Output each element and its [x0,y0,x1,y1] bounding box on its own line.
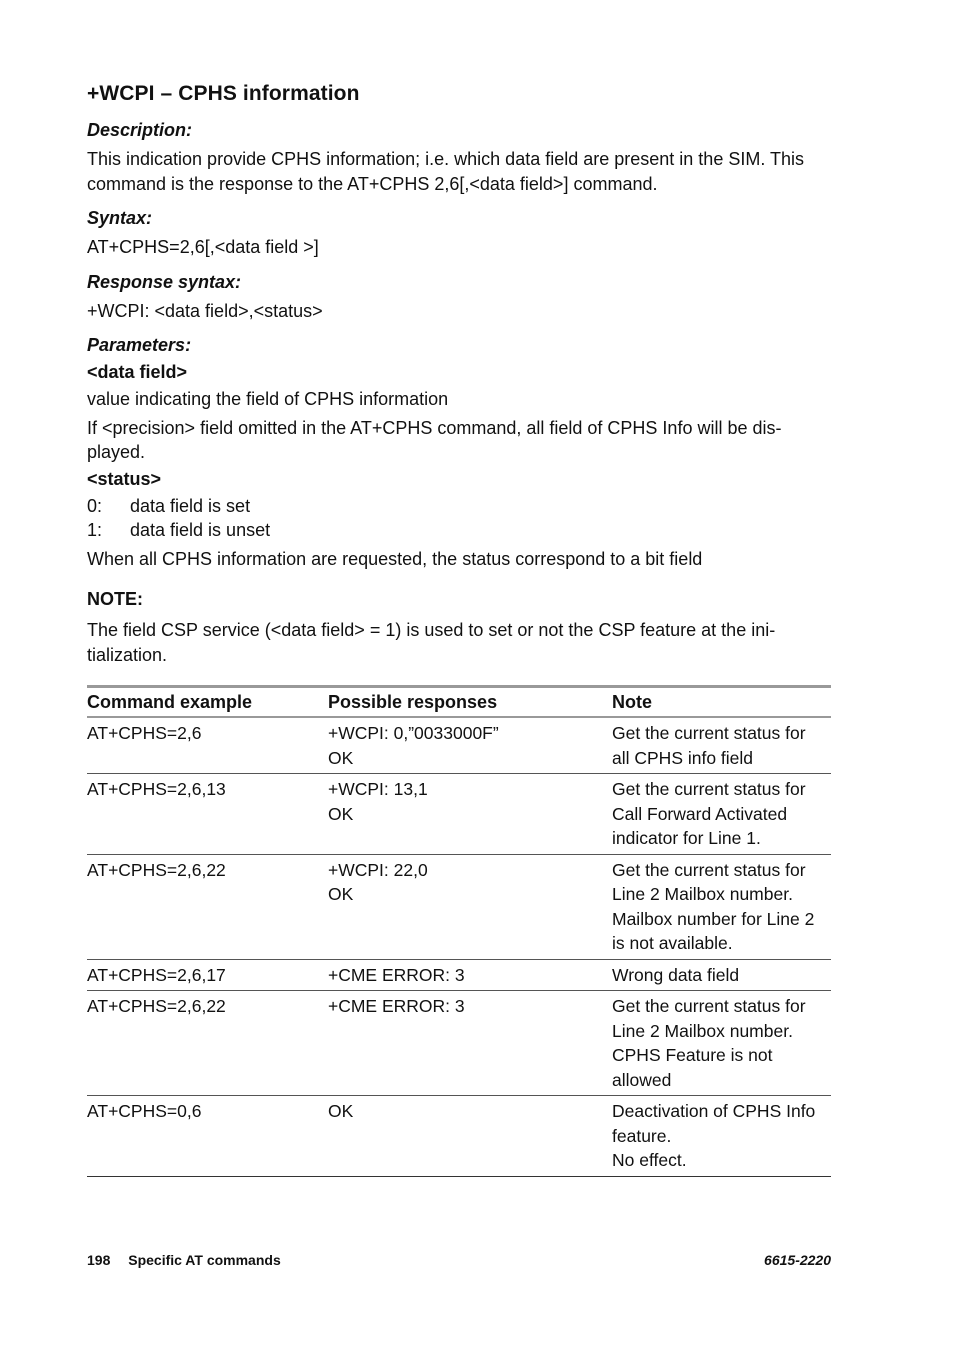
cell-note [612,1096,831,1177]
note-line: feature. [612,1125,672,1146]
note-line: Deactivation of CPHS Info [612,1101,816,1121]
response-line: +CME ERROR: 3 [328,964,465,985]
note-line: Line 2 Mailbox number. [612,1020,793,1041]
table-row [87,854,831,959]
syntax-text: AT+CPHS=2,6[,<data field >] [87,237,319,257]
note-line: allowed [612,1069,672,1090]
note-line: Get the current status for [612,996,806,1016]
status-value-text: data field is set [130,495,251,516]
syntax-heading: Syntax: [87,208,153,228]
status-value-row [87,518,831,543]
cell-response [328,959,612,991]
cell-response [328,774,612,855]
table-row [87,1096,831,1177]
footer-section: Specific AT commands [128,1252,281,1268]
param-status-extra: When all CPHS information are requested, the status correspond to a bit field [87,548,703,569]
param-data-field-name: <data field> [87,362,188,382]
page-title: +WCPI – CPHS information [87,82,360,105]
note-heading: NOTE: [87,589,143,609]
note-line: Get the current status for [612,779,806,799]
cell-response [328,717,612,774]
cell-response [328,1096,612,1177]
cell-response [328,991,612,1096]
note-text: The field CSP service (<data field> = 1) is used to set or not the CSP feature at the ini-tialization. [87,620,776,665]
table-header-row [87,687,831,718]
cell-command: AT+CPHS=2,6,22 [87,854,328,959]
cell-note [612,717,831,774]
response-line: +WCPI: 22,0 [328,859,428,880]
col-header-responses: Possible responses [328,687,612,718]
footer-left [87,1252,281,1268]
response-line: +CME ERROR: 3 [328,996,465,1016]
table-row [87,774,831,855]
status-value-row [87,494,831,519]
response-line: +WCPI: 13,1 [328,779,428,799]
page-content [87,82,831,1177]
note-line: CPHS Feature is not [612,1045,773,1065]
cell-note [612,774,831,855]
cell-response [328,854,612,959]
parameters-heading: Parameters: [87,335,192,355]
cell-command: AT+CPHS=2,6,13 [87,774,328,855]
note-line: Get the current status for [612,859,806,880]
table-row [87,991,831,1096]
status-value-code: 1: [87,520,103,540]
response-line: OK [328,884,354,904]
response-line: OK [328,747,354,768]
table-body [87,717,831,1176]
response-line: +WCPI: 0,”0033000F” [328,723,499,743]
cell-command: AT+CPHS=0,6 [87,1096,328,1177]
cell-note [612,959,831,991]
response-syntax-text: +WCPI: <data field>,<status> [87,300,323,321]
status-value-text: data field is unset [130,520,271,540]
note-line: Line 2 Mailbox number. [612,884,793,904]
param-status-name: <status> [87,468,162,489]
cell-command: AT+CPHS=2,6 [87,717,328,774]
note-line: No effect. [612,1150,687,1170]
response-syntax-heading: Response syntax: [87,271,242,292]
table-row [87,717,831,774]
description-heading: Description: [87,120,193,140]
param-data-field-desc: value indicating the field of CPHS information [87,389,449,409]
note-line: Mailbox number for Line 2 [612,908,815,929]
note-line: Get the current status for [612,723,806,743]
response-line: OK [328,1101,354,1121]
doc-number: 6615-2220 [764,1252,831,1268]
cell-command: AT+CPHS=2,6,17 [87,959,328,991]
page-number: 198 [87,1252,111,1268]
param-data-field-extra: If <precision> field omitted in the AT+CPHS command, all field of CPHS Info will be dis-played. [87,417,782,462]
note-line: indicator for Line 1. [612,828,761,848]
table-row [87,959,831,991]
page-footer [87,1252,831,1268]
status-value-code: 0: [87,495,103,516]
response-line: OK [328,803,354,824]
cell-note [612,991,831,1096]
examples-table [87,685,831,1177]
note-line: is not available. [612,933,733,953]
cell-note [612,854,831,959]
col-header-command: Command example [87,687,328,718]
description-text: This indication provide CPHS information; i.e. which data field are present in the SIM. This command is the response to the AT+CPHS 2,6[,<data field>] command. [87,149,805,194]
col-header-note: Note [612,687,831,718]
note-line: Call Forward Activated [612,803,788,824]
note-line: all CPHS info field [612,747,754,768]
note-line: Wrong data field [612,964,740,985]
cell-command: AT+CPHS=2,6,22 [87,991,328,1096]
